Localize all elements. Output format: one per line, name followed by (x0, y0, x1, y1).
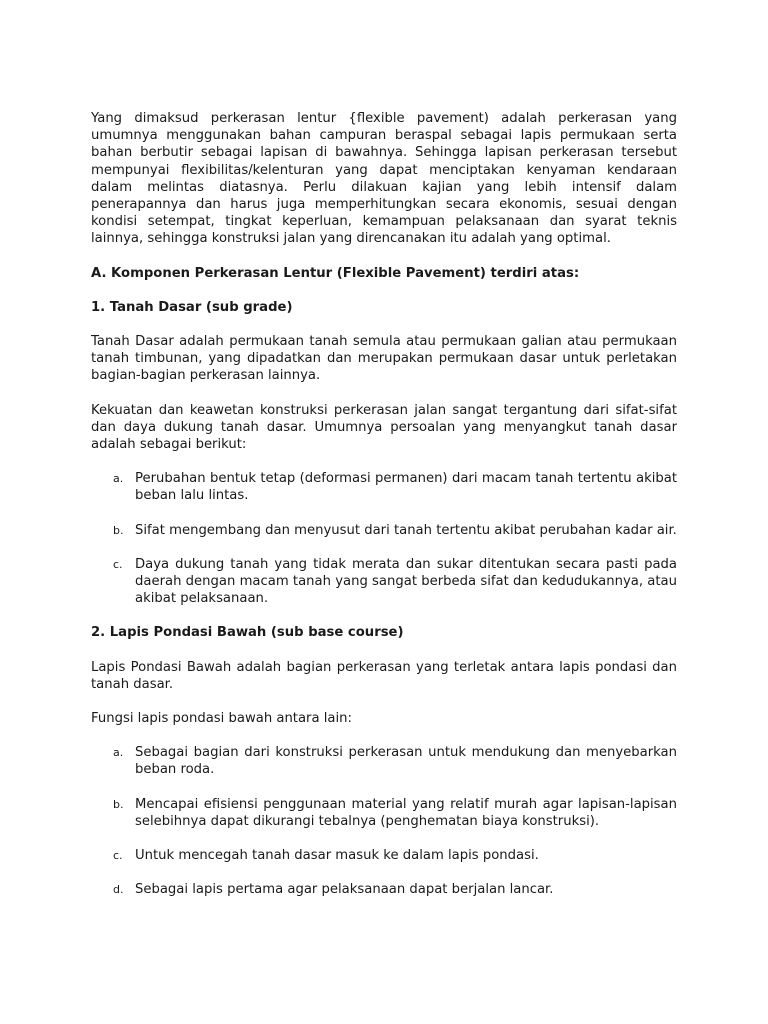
list-item-text: Untuk mencegah tanah dasar masuk ke dalam lapis pondasi. (135, 848, 539, 864)
list-item (91, 881, 677, 898)
document-page (91, 110, 677, 916)
list-item-text: Sifat mengembang dan menyusut dari tanah tertentu akibat perubahan kadar air. (135, 522, 677, 538)
list-marker: b. (113, 523, 124, 537)
section-1-paragraph-1: Tanah Dasar adalah permukaan tanah semula atau permukaan galian atau permukaan tanah timbunan, yang dipadatkan dan merupakan permukaan dasar untuk perletakan bagian-bagian perkerasan lainnya. (91, 334, 677, 384)
list-item-text: Daya dukung tanah yang tidak merata dan sukar ditentukan secara pasti pada daerah dengan macam tanah yang sangat berbeda sifat dan kedudukannya, atau akibat pelaksanaan. (135, 556, 677, 607)
section-2-list (91, 744, 677, 898)
list-item-text: Mencapai efisiensi penggunaan material yang relatif murah agar lapisan-lapisan selebihnya dapat dikurangi tebalnya (penghematan biaya konstruksi). (135, 796, 677, 829)
list-marker: a. (113, 746, 124, 760)
list-item (91, 744, 677, 778)
list-item (91, 522, 677, 539)
section-a-heading: A. Komponen Perkerasan Lentur (Flexible Pavement) terdiri atas: (91, 265, 580, 281)
list-marker: c. (113, 849, 123, 863)
intro-paragraph: Yang dimaksud perkerasan lentur {flexible pavement) adalah perkerasan yang umumnya menggunakan bahan campuran beraspal sebagai lapis permukaan serta bahan berbutir sebagai lapisan di bawahnya. Sehingga lapisan perkerasan tersebut mempunyai flexibilitas/kelenturan yang dapat menciptakan kenyaman kendaraan dalam melintas diatasnya. Perlu dilakuan kajian yang lebih intensif dalam penerapannya dan harus juga memperhitungkan secara ekonomis, sesuai dengan kondisi setempat, tingkat keperluan, kemampuan pelaksanaan dan syarat teknis lainnya, sehingga konstruksi jalan yang direncanakan itu adalah yang optimal. (91, 111, 677, 247)
list-marker: a. (113, 472, 124, 486)
list-marker: b. (113, 797, 124, 811)
list-item (91, 556, 677, 608)
list-item (91, 796, 677, 830)
list-marker: c. (113, 557, 123, 571)
list-item-text: Perubahan bentuk tetap (deformasi permanen) dari macam tanah tertentu akibat beban lalu lintas. (135, 471, 677, 504)
section-2-paragraph-1: Lapis Pondasi Bawah adalah bagian perkerasan yang terletak antara lapis pondasi dan tanah dasar. (91, 659, 677, 692)
list-marker: d. (113, 883, 124, 897)
list-item-text: Sebagai lapis pertama agar pelaksanaan dapat berjalan lancar. (135, 882, 554, 898)
list-item (91, 847, 677, 864)
section-2-paragraph-2: Fungsi lapis pondasi bawah antara lain: (91, 711, 352, 727)
section-1-heading: 1. Tanah Dasar (sub grade) (91, 299, 293, 315)
section-1-paragraph-2: Kekuatan dan keawetan konstruksi perkerasan jalan sangat tergantung dari sifat-sifat dan daya dukung tanah dasar. Umumnya persoalan yang menyangkut tanah dasar adalah sebagai berikut: (91, 402, 677, 453)
section-1-list (91, 470, 677, 607)
section-2-heading: 2. Lapis Pondasi Bawah (sub base course) (91, 625, 404, 641)
list-item (91, 470, 677, 504)
list-item-text: Sebagai bagian dari konstruksi perkerasan untuk mendukung dan menyebarkan beban roda. (135, 745, 677, 778)
